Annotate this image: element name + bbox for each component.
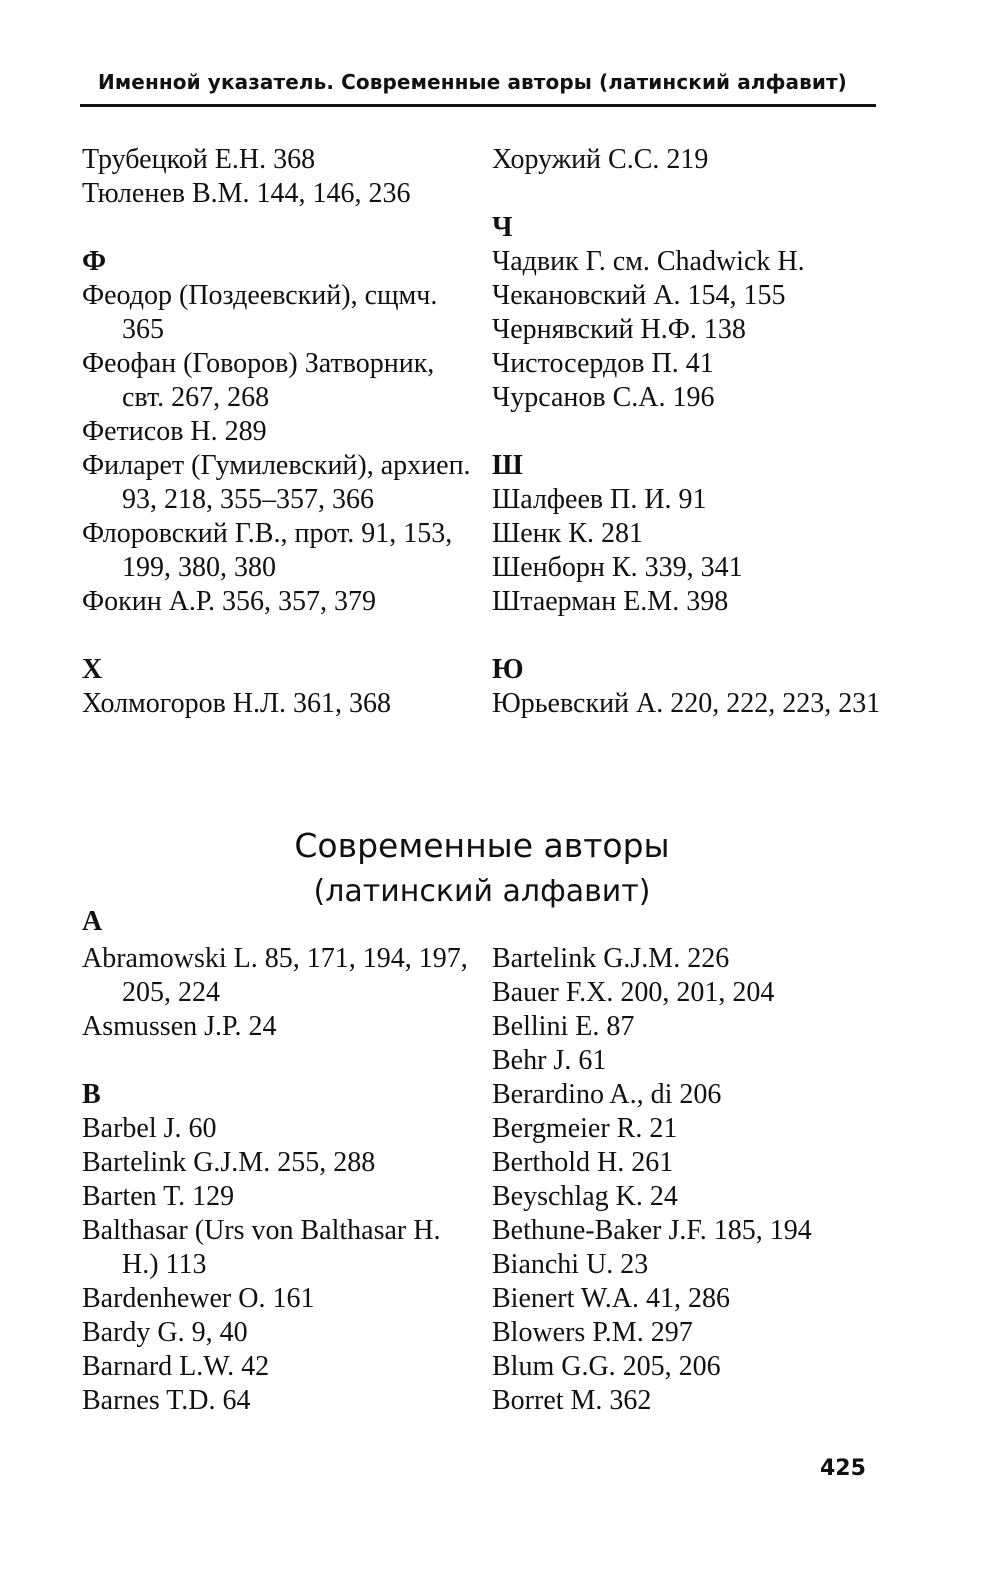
index-entry: Тюленев В.М. 144, 146, 236 <box>82 178 411 209</box>
index-entry: Чекановский А. 154, 155 <box>492 280 786 311</box>
index-entry: Фокин А.Р. 356, 357, 379 <box>82 586 376 617</box>
index-entry: Barten T. 129 <box>82 1181 235 1212</box>
index-letter-heading: Х <box>82 654 103 685</box>
index-entry: Barnes T.D. 64 <box>82 1385 251 1416</box>
index-entry: Berthold H. 261 <box>492 1147 674 1178</box>
index-entry: Филарет (Гумилевский), архиеп. 93, 218, 355–357, 366 <box>82 450 471 515</box>
index-letter-heading: Ю <box>492 654 524 685</box>
index-entry: Флоровский Г.В., прот. 91, 153, 199, 380, 380 <box>82 518 453 583</box>
index-entry: Штаерман Е.М. 398 <box>492 586 729 617</box>
index-entry: Фетисов Н. 289 <box>82 416 267 447</box>
index-entry: Чистосердов П. 41 <box>492 348 714 379</box>
index-entry: Bauer F.X. 200, 201, 204 <box>492 977 775 1008</box>
index-entry: Хоружий С.С. 219 <box>492 144 709 175</box>
index-entry: Bartelink G.J.M. 255, 288 <box>82 1147 376 1178</box>
index-entry: Bardy G. 9, 40 <box>82 1317 248 1348</box>
index-entry: Шенборн К. 339, 341 <box>492 552 743 583</box>
section-title: Современные авторы <box>294 826 670 865</box>
index-entry: Behr J. 61 <box>492 1045 607 1076</box>
section-subtitle: (латинский алфавит) <box>313 874 651 909</box>
section-gap <box>82 211 472 245</box>
section-gap <box>82 1044 472 1078</box>
index-entry: Феодор (Поздеевский), сщмч. 365 <box>82 280 438 345</box>
index-entry: Bianchi U. 23 <box>492 1249 649 1280</box>
index-entry: Balthasar (Urs von Balthasar H. H.) 113 <box>82 1215 441 1280</box>
index-entry: Bartelink G.J.M. 226 <box>492 943 730 974</box>
index-entry: Blum G.G. 205, 206 <box>492 1351 721 1382</box>
index-entry: Чурсанов С.А. 196 <box>492 382 715 413</box>
index-entry: Berardino A., di 206 <box>492 1079 722 1110</box>
index-entry: Blowers P.M. 297 <box>492 1317 693 1348</box>
page-number: 425 <box>820 1456 866 1481</box>
index-letter-heading: Ч <box>492 212 513 243</box>
index-entry: Феофан (Говоров) Затворник, свт. 267, 268 <box>82 348 435 413</box>
index-entry: Bardenhewer O. 161 <box>82 1283 315 1314</box>
index-entry: Bienert W.A. 41, 286 <box>492 1283 730 1314</box>
index-entry: Чадвик Г. см. Chadwick H. <box>492 246 805 277</box>
section-gap <box>492 415 882 449</box>
index-entry: Юрьевский А. 220, 222, 223, 231 <box>492 688 881 719</box>
index-entry: Bethune-Baker J.F. 185, 194 <box>492 1215 812 1246</box>
index-entry: Barnard L.W. 42 <box>82 1351 270 1382</box>
index-entry: Трубецкой Е.Н. 368 <box>82 144 316 175</box>
latin-index-right-column <box>492 942 882 1418</box>
russian-index-left-column <box>82 143 472 721</box>
header-rule <box>80 104 876 107</box>
index-entry: Чернявский Н.Ф. 138 <box>492 314 746 345</box>
index-entry: Barbel J. 60 <box>82 1113 217 1144</box>
index-entry: Beyschlag K. 24 <box>492 1181 678 1212</box>
index-entry: Шенк К. 281 <box>492 518 643 549</box>
index-letter-heading: A <box>82 906 103 937</box>
russian-index-right-column <box>492 143 882 721</box>
index-entry: Borret M. 362 <box>492 1385 652 1416</box>
running-head: Именной указатель. Современные авторы (латинский алфавит) <box>98 70 847 94</box>
index-entry: Шалфеев П. И. 91 <box>492 484 707 515</box>
latin-index-left-column <box>82 942 472 1418</box>
index-entry: Bellini E. 87 <box>492 1011 635 1042</box>
section-gap <box>82 619 472 653</box>
index-entry: Asmussen J.P. 24 <box>82 1011 277 1042</box>
section-gap <box>492 177 882 211</box>
index-letter-heading: Ш <box>492 450 523 481</box>
section-gap <box>492 619 882 653</box>
index-letter-heading: B <box>82 1079 101 1110</box>
index-letter-heading: Ф <box>82 246 107 277</box>
index-entry: Bergmeier R. 21 <box>492 1113 678 1144</box>
index-entry: Холмогоров Н.Л. 361, 368 <box>82 688 391 719</box>
index-entry: Abramowski L. 85, 171, 194, 197, 205, 224 <box>82 943 468 1008</box>
